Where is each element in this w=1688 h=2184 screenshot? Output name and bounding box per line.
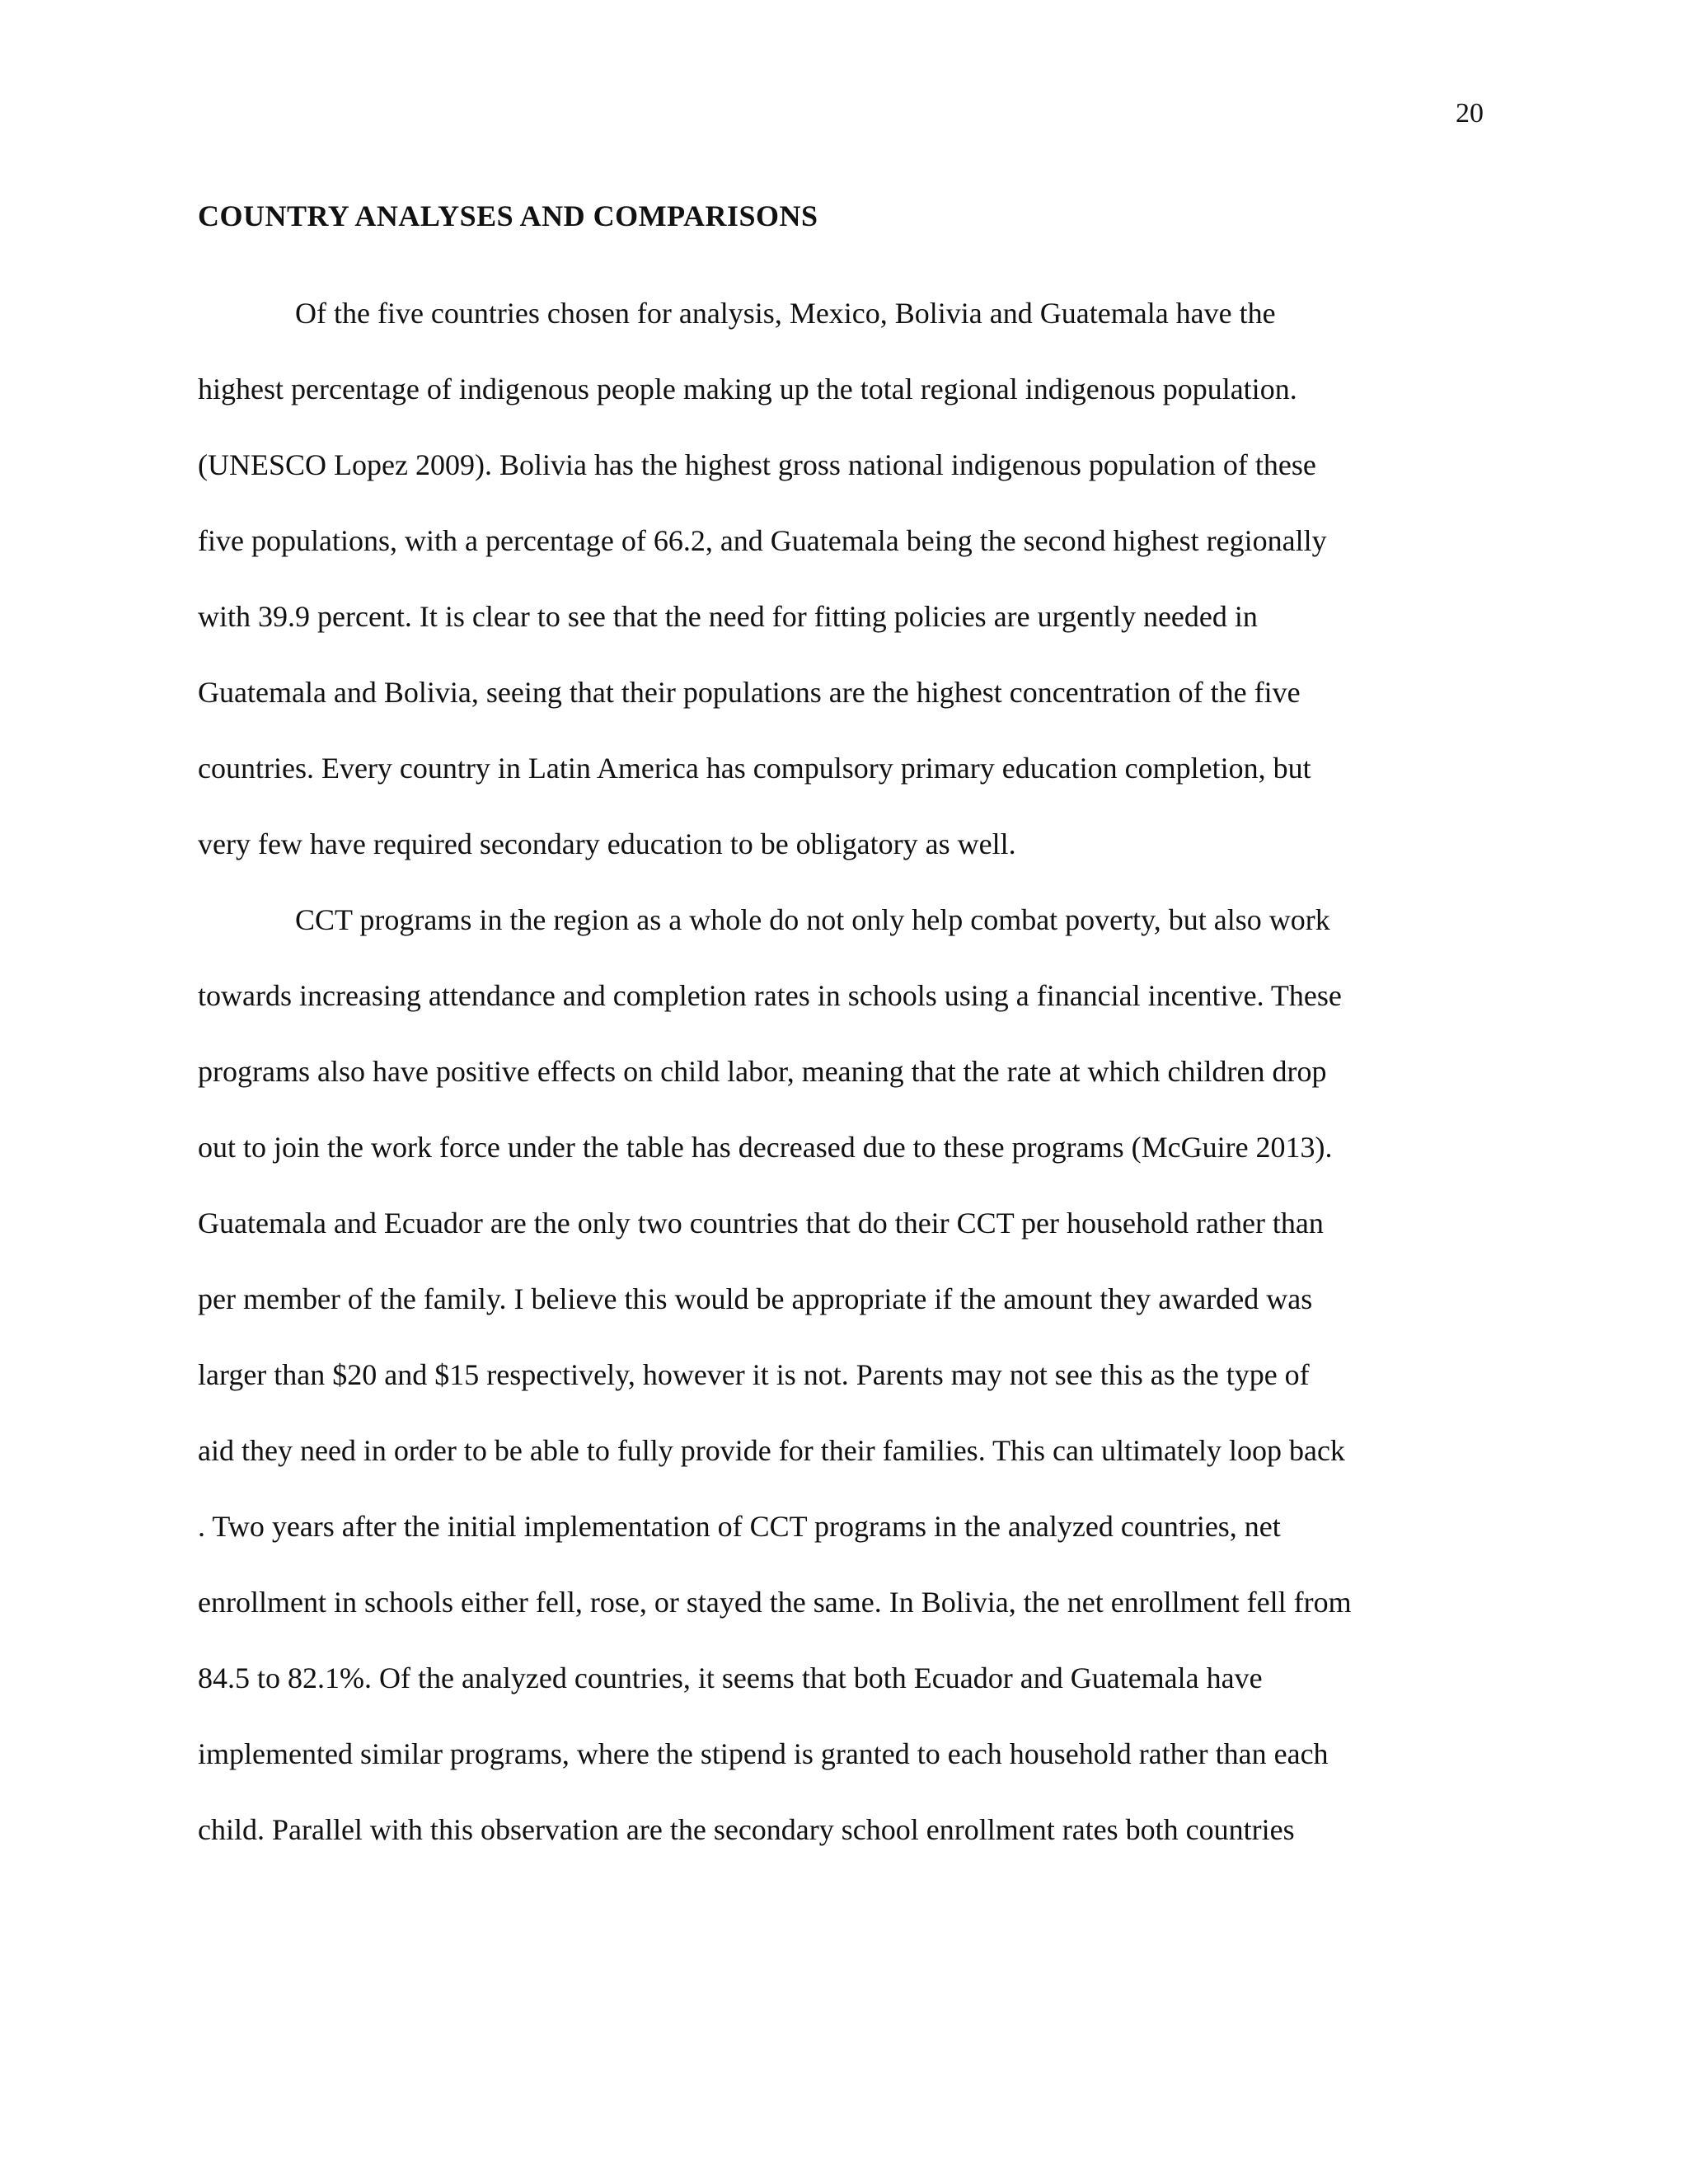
section-heading: COUNTRY ANALYSES AND COMPARISONS bbox=[198, 199, 818, 232]
paragraph-line: five populations, with a percentage of 66.2, and Guatemala being the second highest regionally bbox=[198, 524, 1327, 557]
paragraph-line: very few have required secondary education to be obligatory as well. bbox=[198, 827, 1016, 860]
paragraph-line: Guatemala and Ecuador are the only two countries that do their CCT per household rather than bbox=[198, 1207, 1324, 1240]
paragraph-line: highest percentage of indigenous people making up the total regional indigenous population. bbox=[198, 373, 1297, 405]
paragraph-line: programs also have positive effects on child labor, meaning that the rate at which children drop bbox=[198, 1055, 1327, 1088]
paragraph-line: towards increasing attendance and completion rates in schools using a financial incentive. These bbox=[198, 979, 1342, 1012]
paragraph-line: implemented similar programs, where the stipend is granted to each household rather than each bbox=[198, 1737, 1329, 1770]
paragraph-line: . Two years after the initial implementation of CCT programs in the analyzed countries, net bbox=[198, 1510, 1281, 1543]
paragraph-2 bbox=[198, 882, 1496, 1868]
document-body bbox=[198, 198, 1496, 1868]
paragraph-line: enrollment in schools either fell, rose, or stayed the same. In Bolivia, the net enrollment fell from bbox=[198, 1586, 1352, 1619]
paragraph-line: Of the five countries chosen for analysis, Mexico, Bolivia and Guatemala have the bbox=[295, 297, 1276, 330]
paragraph-1 bbox=[198, 275, 1496, 882]
page-number: 20 bbox=[1456, 98, 1484, 129]
paragraph-line: per member of the family. I believe this would be appropriate if the amount they awarded was bbox=[198, 1282, 1313, 1315]
paragraph-line: out to join the work force under the table has decreased due to these programs (McGuire 2013). bbox=[198, 1131, 1333, 1164]
paragraph-line: (UNESCO Lopez 2009). Bolivia has the highest gross national indigenous population of these bbox=[198, 448, 1316, 481]
paragraph-line: countries. Every country in Latin America has compulsory primary education completion, but bbox=[198, 752, 1311, 785]
paragraph-line: aid they need in order to be able to fully provide for their families. This can ultimately loop back bbox=[198, 1434, 1345, 1467]
paragraph-line: larger than $20 and $15 respectively, however it is not. Parents may not see this as the type of bbox=[198, 1358, 1310, 1391]
paragraph-line: Guatemala and Bolivia, seeing that their populations are the highest concentration of the five bbox=[198, 676, 1301, 709]
paragraph-line: 84.5 to 82.1%. Of the analyzed countries, it seems that both Ecuador and Guatemala have bbox=[198, 1661, 1263, 1694]
paragraph-line: with 39.9 percent. It is clear to see that the need for fitting policies are urgently needed in bbox=[198, 600, 1258, 633]
paragraph-line: child. Parallel with this observation are the secondary school enrollment rates both countries bbox=[198, 1813, 1295, 1846]
paragraph-line: CCT programs in the region as a whole do not only help combat poverty, but also work bbox=[295, 903, 1330, 936]
